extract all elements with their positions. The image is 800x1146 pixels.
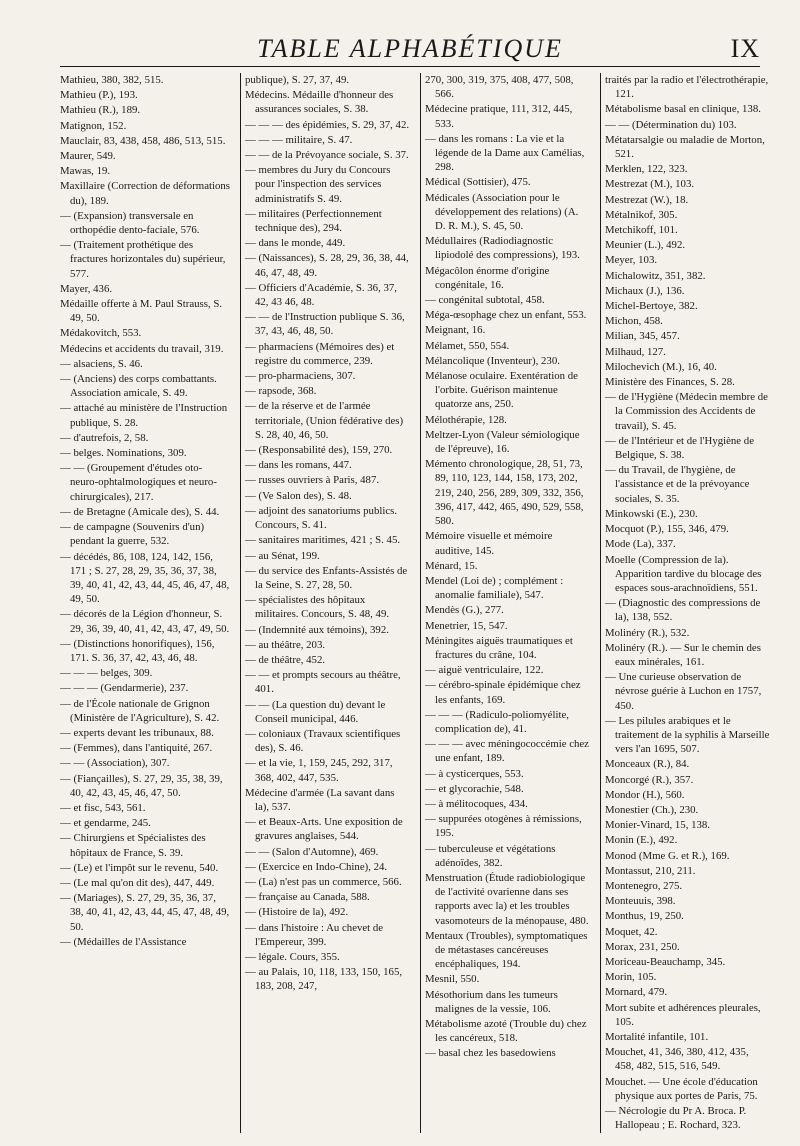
page-number: IX [730, 34, 760, 63]
index-entry: — et Beaux-Arts. Une exposition de gravures anglaises, 544. [245, 816, 403, 843]
index-entry: — du service des Enfants-Assistés de la Seine, S. 27, 28, 50. [245, 564, 408, 591]
index-entry: Monier-Vinard, 15, 138. [605, 819, 710, 832]
index-entry: Michon, 458. [605, 315, 663, 328]
index-entry: Méningites aiguës traumatiques et fractures du crâne, 104. [425, 634, 573, 661]
index-entry: — (Anciens) des corps combattants. Association amicale, S. 49. [60, 373, 217, 400]
index-entry: Moncorgé (R.), 357. [605, 773, 694, 786]
index-entry: — (Naissances), S. 28, 29, 36, 38, 44, 46, 47, 48, 49. [245, 252, 409, 279]
index-entry: Molinéry (R.), 532. [605, 626, 690, 639]
index-entry: — membres du Jury du Concours pour l'inspection des services administratifs S. 49. [245, 164, 391, 205]
index-entry: — pro-pharmaciens, 307. [245, 370, 356, 383]
index-columns [60, 73, 770, 1132]
index-entry: Médecins. Médaille d'honneur des assurances sociales, S. 38. [245, 89, 394, 116]
index-entry: — (Ve Salon des), S. 48. [245, 489, 352, 502]
index-entry: — à mélitocoques, 434. [425, 797, 528, 810]
index-entry: Mouchet. — Une école d'éducation physique aux portes de Paris, 75. [605, 1075, 758, 1102]
index-entry: — au théâtre, 203. [245, 638, 326, 651]
index-entry: — (Le mal qu'on dit des), 447, 449. [60, 876, 215, 889]
index-entry: Mégacôlon énorme d'origine congénitale, 16. [425, 264, 550, 291]
index-entry: — dans les romans, 447. [245, 459, 352, 472]
index-entry: — et gendarme, 245. [60, 817, 151, 830]
index-entry: — russes ouvriers à Paris, 487. [245, 474, 380, 487]
index-entry: Molinéry (R.). — Sur le chemin des eaux minérales, 161. [605, 641, 761, 668]
index-entry: — — de l'Instruction publique S. 36, 37, 43, 46, 48, 50. [245, 311, 405, 338]
index-entry: Mélamet, 550, 554. [425, 339, 510, 352]
index-entry: — alsaciens, S. 46. [60, 357, 143, 370]
index-entry: — et la vie, 1, 159, 245, 292, 317, 368, 402, 447, 535. [245, 757, 393, 784]
index-entry: — (Exercice en Indo-Chine), 24. [245, 860, 388, 873]
index-entry: Médecins et accidents du travail, 319. [60, 342, 224, 355]
index-entry: Monin (E.), 492. [605, 834, 678, 847]
index-entry: — de Bretagne (Amicale des), S. 44. [60, 505, 220, 518]
index-entry: Mésothorium dans les tumeurs malignes de la vessie, 106. [425, 988, 558, 1015]
index-entry: — de campagne (Souvenirs d'un) pendant la guerre, 532. [60, 521, 205, 548]
index-entry: Ménard, 15. [425, 559, 478, 572]
index-entry: Morax, 231, 250. [605, 940, 680, 953]
index-entry: — — — militaire, S. 47. [245, 133, 353, 146]
index-entry: — adjoint des sanatoriums publics. Concours, S. 41. [245, 504, 398, 532]
index-entry: Monteuuis, 398. [605, 895, 676, 908]
index-entry: Médecine d'armée (La savant dans la), 537. [245, 786, 395, 813]
index-entry: — française au Canada, 588. [245, 891, 370, 904]
index-entry: — et glycorachie, 548. [425, 782, 524, 795]
index-entry: — coloniaux (Travaux scientifiques des), S. 46. [245, 727, 401, 755]
index-entry: Meignant, 16. [425, 324, 486, 337]
index-entry: — du Travail, de l'hygiène, de l'assistance et de la prévoyance sociales, S. 35. [605, 464, 750, 505]
index-column-3 [420, 73, 590, 1133]
index-entry: Ministère des Finances, S. 28. [605, 376, 735, 389]
index-entry: — experts devant les tribunaux, 88. [60, 726, 214, 739]
index-entry: Méga-œsophage chez un enfant, 553. [425, 309, 587, 322]
index-entry: Médakovitch, 553. [60, 327, 142, 340]
index-column-2 [240, 73, 410, 1133]
index-entry: Mouchet, 41, 346, 380, 412, 435, 458, 482, 515, 516, 549. [605, 1046, 749, 1073]
index-entry: — (Médailles de l'Assistance [60, 935, 187, 948]
index-entry: — (Distinctions honorifiques), 156, 171. S. 36, 37, 42, 43, 46, 48. [60, 637, 215, 664]
index-entry: Mathieu (P.), 193. [60, 89, 138, 102]
index-entry: — Une curieuse observation de névrose guérie à Luchon en 1757, 450. [605, 671, 762, 712]
index-entry: — — et prompts secours au théâtre, 401. [245, 669, 401, 696]
index-entry: Mornard, 479. [605, 986, 668, 999]
index-entry: Montenegro, 275. [605, 879, 683, 892]
index-entry: — — — (Radiculo-poliomyélite, complication de), 41. [425, 708, 569, 735]
index-entry: Mathieu (R.), 189. [60, 104, 141, 117]
index-entry: — (Le) et l'impôt sur le revenu, 540. [60, 861, 219, 874]
index-entry: — attaché au ministère de l'Instruction publique, S. 28. [60, 402, 228, 429]
index-entry: Monod (Mme G. et R.), 169. [605, 849, 730, 862]
index-entry: Mendel (Loi de) ; complément : anomalie familiale), 547. [425, 574, 564, 602]
index-entry: — Nécrologie du Pr A. Broca. P. Hallopeau ; E. Rochard, 323. [605, 1105, 747, 1132]
index-entry: Maurer, 549. [60, 150, 116, 163]
index-entry: — — (Groupement d'études oto-neuro-ophtalmologiques et neuro-chirurgicales), 217. [60, 462, 217, 503]
index-entry: Mestrezat (W.), 18. [605, 193, 689, 206]
index-entry: — de l'Intérieur et de l'Hygiène de Belgique, S. 38. [605, 434, 754, 462]
index-entry: Metchikoff, 101. [605, 224, 678, 237]
page-title: TABLE ALPHABÉTIQUE [257, 34, 563, 63]
index-entry: traités par la radio et l'électrothérapie, 121. [605, 74, 769, 101]
index-entry: Mélanose oculaire. Exentération de l'orbite. Guérison maintenue quatorze ans, 250. [425, 370, 578, 411]
index-entry: Métalnikof, 305. [605, 208, 678, 221]
index-entry: — au Palais, 10, 118, 133, 150, 165, 183, 208, 247, [245, 966, 403, 993]
index-entry: — Chirurgiens et Spécialistes des hôpitaux de France, S. 39. [60, 832, 206, 859]
index-entry: Merklen, 122, 323. [605, 163, 688, 176]
index-entry: — — — (Gendarmerie), 237. [60, 682, 189, 695]
index-entry: — congénital subtotal, 458. [425, 294, 545, 307]
index-entry: Monthus, 19, 250. [605, 910, 684, 923]
index-entry: Maxillaire (Correction de déformations du), 189. [60, 180, 230, 207]
index-entry: — (Indemnité aux témoins), 392. [245, 623, 389, 636]
index-entry: — (La) n'est pas un commerce, 566. [245, 875, 402, 888]
index-entry: Métatarsalgie ou maladie de Morton, 521. [605, 133, 765, 161]
index-entry: — et fisc, 543, 561. [60, 801, 146, 814]
index-entry: Milhaud, 127. [605, 345, 666, 358]
index-entry: — décédés, 86, 108, 124, 142, 156, 171 ; S. 27, 28, 29, 35, 36, 37, 38, 39, 40, 41, 42, 43, 44, 45, 46, 47, 48, 49, 50. [60, 550, 230, 606]
index-entry: — — de la Prévoyance sociale, S. 37. [245, 149, 409, 162]
index-entry: Mendès (G.), 277. [425, 604, 504, 617]
index-entry: Meyer, 103. [605, 254, 658, 267]
index-entry: Mortalité infantile, 101. [605, 1031, 709, 1043]
index-entry: — (Mariages), S. 27, 29, 35, 36, 37, 38, 40, 41, 42, 43, 44, 45, 47, 48, 49, 50. [60, 892, 230, 933]
page-header [60, 0, 760, 67]
index-entry: — Officiers d'Académie, S. 36, 37, 42, 43 46, 48. [245, 281, 397, 309]
index-column-1 [60, 73, 230, 1133]
index-entry: Médical (Sottisier), 475. [425, 176, 531, 189]
index-entry: Montassut, 210, 211. [605, 864, 696, 877]
index-entry: Moquet, 42. [605, 925, 658, 938]
index-entry: Médicales (Association pour le développement des relations) (A. D. R. M.), S. 45, 50. [425, 191, 579, 233]
index-entry: Médullaires (Radiodiagnostic lipiodolé des compressions), 193. [425, 235, 580, 262]
index-entry: Minkowski (E.), 230. [605, 507, 698, 520]
index-entry: — aiguë ventriculaire, 122. [425, 664, 544, 677]
index-entry: — belges. Nominations, 309. [60, 447, 187, 460]
index-entry: Menetrier, 15, 547. [425, 619, 508, 632]
index-entry: — (Femmes), dans l'antiquité, 267. [60, 742, 213, 755]
index-entry: — — — belges, 309. [60, 667, 153, 680]
index-entry: Mawas, 19. [60, 165, 111, 178]
index-entry: — — (Association), 307. [60, 757, 170, 770]
index-entry: — suppurées otogènes à rémissions, 195. [425, 813, 582, 840]
index-entry: — (Traitement prothétique des fractures horizontales du) supérieur, 577. [60, 239, 226, 280]
index-entry: Médecine pratique, 111, 312, 445, 533. [425, 103, 573, 130]
index-entry: Monestier (Ch.), 230. [605, 803, 699, 816]
index-entry: Michaux (J.), 136. [605, 284, 685, 297]
index-entry: Moelle (Compression de la). Apparition tardive du blocage des espaces sous-arachnoïdiens, 551. [605, 553, 762, 594]
index-entry: — rapsode, 368. [245, 385, 317, 398]
index-entry: Mathieu, 380, 382, 515. [60, 74, 164, 86]
index-entry: — à cysticerques, 553. [425, 767, 524, 780]
index-entry: — — (Salon d'Automne), 469. [245, 845, 379, 858]
index-entry: Métabolisme azoté (Trouble du) chez les cancéreux, 518. [425, 1018, 587, 1045]
index-entry: — de la réserve et de l'armée territoriale, (Union fédérative des) S. 28, 40, 46, 50. [245, 400, 404, 441]
index-entry: — spécialistes des hôpitaux militaires. Concours, S. 48, 49. [245, 594, 390, 621]
index-entry: Mestrezat (M.), 103. [605, 178, 695, 191]
index-entry: — décorés de la Légion d'honneur, S. 29, 36, 39, 40, 41, 42, 43, 47, 49, 50. [60, 608, 230, 635]
index-entry: Mort subite et adhérences pleurales, 105. [605, 1001, 761, 1028]
index-entry: — pharmaciens (Mémoires des) et registre du commerce, 239. [245, 340, 395, 367]
index-entry: — — (La question du) devant le Conseil municipal, 446. [245, 698, 386, 725]
index-entry: Morin, 105. [605, 971, 657, 984]
index-entry: Moriceau-Beauchamp, 345. [605, 955, 726, 968]
index-entry: Michalowitz, 351, 382. [605, 269, 706, 282]
index-entry: Meunier (L.), 492. [605, 239, 686, 252]
index-entry: — dans le monde, 449. [245, 237, 346, 250]
index-entry: — tuberculeuse et végétations adénoïdes, 382. [425, 842, 556, 869]
index-entry: — — (Détermination du) 103. [605, 118, 737, 131]
index-entry: Meltzer-Lyon (Valeur sémiologique de l'épreuve), 16. [425, 428, 580, 456]
index-entry: Milochevich (M.), 16, 40. [605, 360, 717, 373]
index-entry: — de théâtre, 452. [245, 653, 326, 666]
index-entry: Mélancolique (Inventeur), 230. [425, 354, 560, 367]
index-entry: Mocquot (P.), 155, 346, 479. [605, 523, 729, 536]
index-entry: — basal chez les basedowiens [425, 1047, 556, 1060]
index-entry: publique), S. 27, 37, 49. [245, 74, 350, 86]
index-entry: — (Expansion) transversale en orthopédie dento-faciale, 576. [60, 209, 200, 237]
index-entry: — de l'École nationale de Grignon (Ministère de l'Agriculture), S. 42. [60, 697, 220, 724]
index-entry: — (Responsabilité des), 159, 270. [245, 444, 393, 457]
index-entry: Médaille offerte à M. Paul Strauss, S. 49, 50. [60, 298, 223, 325]
index-entry: — sanitaires maritimes, 421 ; S. 45. [245, 534, 401, 547]
index-entry: Mentaux (Troubles), symptomatiques de métastases cancéreuses encéphaliques, 194. [425, 929, 588, 971]
index-entry: Mélothérapie, 128. [425, 413, 507, 426]
index-entry: Mesnil, 550. [425, 973, 480, 986]
index-column-4 [600, 73, 770, 1133]
index-entry: — dans l'histoire : Au chevet de l'Empereur, 399. [245, 921, 384, 948]
index-entry: — dans les romans : La vie et la légende de la Dame aux Camélias, 298. [425, 132, 585, 174]
index-entry: Mémoire visuelle et mémoire auditive, 145. [425, 530, 553, 557]
index-entry: — (Diagnostic des compressions de la), 138, 552. [605, 597, 761, 624]
index-entry: Mode (La), 337. [605, 538, 676, 551]
index-entry: Mondor (H.), 560. [605, 788, 685, 801]
index-entry: Monceaux (R.), 84. [605, 758, 690, 771]
index-entry: — cérébro-spinale épidémique chez les enfants, 169. [425, 679, 581, 706]
index-entry: Mauclair, 83, 438, 458, 486, 513, 515. [60, 134, 226, 147]
index-entry: — (Fiançailles), S. 27, 29, 35, 38, 39, 40, 42, 43, 45, 46, 47, 50. [60, 772, 223, 799]
index-entry: — légale. Cours, 355. [245, 950, 340, 963]
index-entry: — — — avec méningococcémie chez une enfant, 189. [425, 738, 589, 765]
index-entry: Menstruation (Étude radiobiologique de l'activité ovarienne dans ses rapports avec la) et les troubles vasomoteurs de la ménopause, 480. [425, 871, 589, 927]
index-entry: — au Sénat, 199. [245, 549, 320, 562]
index-entry: Métabolisme basal en clinique, 138. [605, 103, 761, 116]
index-entry: Mémento chronologique, 28, 51, 73, 89, 110, 123, 144, 158, 173, 202, 219, 240, 256, 289, 309, 332, 356, 396, 417, 442, 465, 490, 529, 558, 580. [425, 458, 584, 528]
index-entry: — (Histoire de la), 492. [245, 906, 349, 919]
index-entry: — militaires (Perfectionnement technique des), 294. [245, 207, 382, 235]
index-entry: Milian, 345, 457. [605, 330, 680, 343]
index-entry: Matignon, 152. [60, 119, 127, 132]
index-entry: — de l'Hygiène (Médecin membre de la Commission des Accidents de travail), S. 45. [605, 391, 768, 432]
index-entry: — d'autrefois, 2, 58. [60, 431, 149, 444]
index-entry: — — — des épidémies, S. 29, 37, 42. [245, 118, 410, 131]
index-entry: — Les pilules arabiques et le traitement de la syphilis à Marseille vers l'an 1695, 507. [605, 714, 770, 756]
index-entry: Michel-Bertoye, 382. [605, 300, 698, 313]
index-entry: Mayer, 436. [60, 282, 113, 295]
index-entry: 270, 300, 319, 375, 408, 477, 508, 566. [425, 74, 574, 101]
